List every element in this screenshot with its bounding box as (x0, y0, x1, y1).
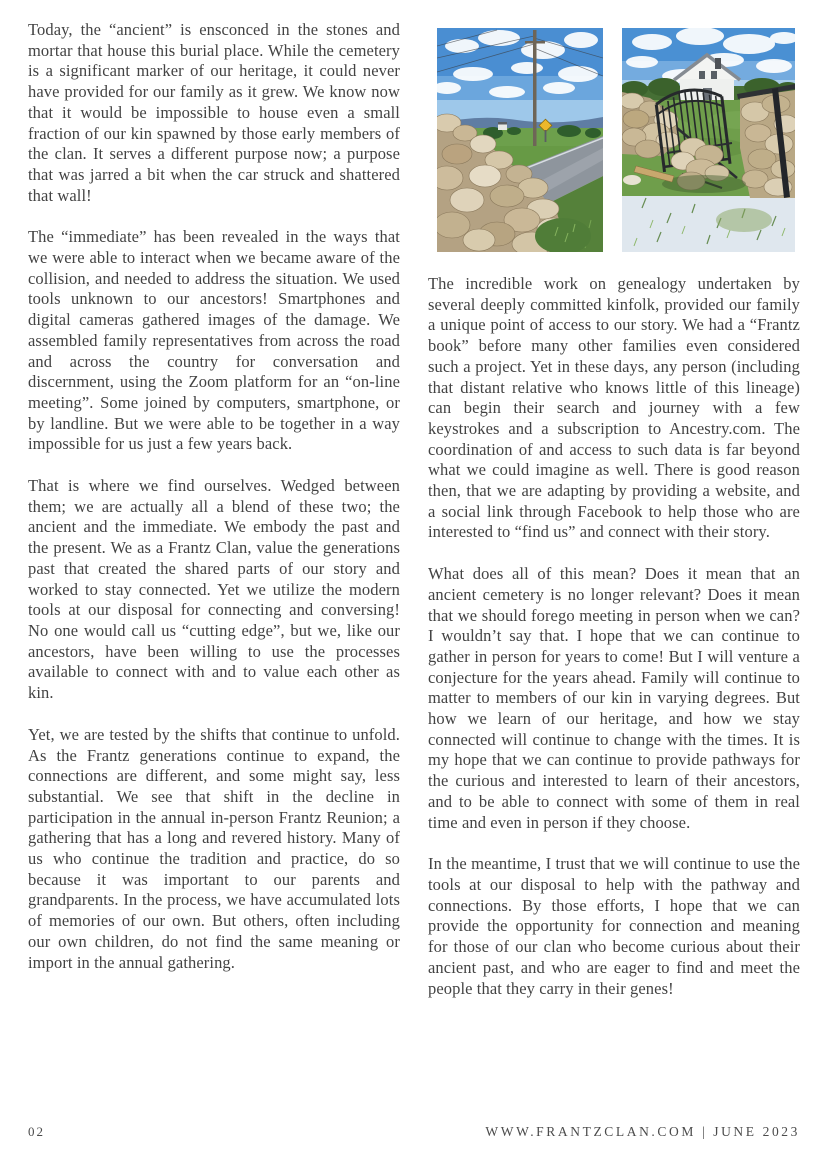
photo-damaged-wall-roadside (437, 28, 603, 252)
body-paragraph: Yet, we are tested by the shifts that continue to unfold. As the Frantz generations continue to expand, the connections are different, and some might say, less substantial. We see that shift in the decline in participation in the annual in-person Frantz Reunion; a gathering that has a long and revered history. Many of us who continue the tradition and practice, do so because it was important to our parents and grandparents. In the process, we have accumulated lots of memories of our own. But others, often including our own children, do not find the same meaning or import in the annual gathering. (28, 724, 400, 972)
body-paragraph: In the meantime, I trust that we will continue to use the tools at our disposal to help with the pathway and connections. By those efforts, I hope that we can provide the opportunity for connection and meaning for those of our clan who become curious about their ancient past, and who are eager to find and meet the people that they carry in their genes! (428, 854, 800, 998)
photo-row (437, 28, 800, 252)
page-number: 02 (28, 1124, 45, 1139)
footer-site-date: WWW.FRANTZCLAN.COM | JUNE 2023 (485, 1124, 800, 1139)
left-column (28, 20, 400, 994)
body-paragraph: That is where we find ourselves. Wedged between them; we are actually all a blend of these two; the ancient and the immediate. We embody the past and the present. We as a Frantz Clan, value the generations past that created the shared parts of our story and worked to stay connected. Yet we utilize the modern tools at our disposal for connecting and conversing! No one would call us “cutting edge”, but we, like our ancestors, have been willing to use the processes available to connect with and to value each other as kin. (28, 476, 400, 703)
photo-fallen-iron-gate (622, 28, 795, 252)
body-paragraph: Today, the “ancient” is ensconced in the stones and mortar that house this burial place. While the cemetery is a significant marker of our heritage, it could never have provided for our family as it grew. We know now that it would be impossible to house even a small fraction of our kin spawned by those early members of the clan. It serves a different purpose now; a purpose that was jarred a bit when the car struck and shattered that wall! (28, 20, 400, 205)
body-paragraph: The incredible work on genealogy undertaken by several deeply committed kinfolk, provided our family a unique point of access to our story. We had a “Frantz book” before many other families even considered such a project. Yet in these days, any person (including that distant relative who knows little of this lineage) can begin their search and journey with a few keystrokes and a subscription to Ancestry.com. The coordination of and access to such data is far beyond what we could imagine as well. There is good reason then, that we are adapting by providing a website, and a social link through Facebook to help those who are interested to “find us” and connect with their story. (428, 274, 800, 542)
page-footer (28, 1124, 800, 1140)
body-paragraph: The “immediate” has been revealed in the ways that we were able to interact when we became aware of the collision, and needed to address the situation. We used tools unknown to our ancestors! Smartphones and digital cameras gathered images of the damage. We assembled family representatives from across the road and across the country for conversation and discernment, using the Zoom platform for an “on-line meeting”. Some joined by computers, smartphone, or by landline. But we were able to be together in a way impossible for us just a few years back. (28, 227, 400, 454)
body-paragraph: What does all of this mean? Does it mean that an ancient cemetery is no longer relevant? Does it mean that we should forego meeting in person when we can? I wouldn’t say that. I hope that we can continue to gather in person for years to come! But I will venture a conjecture for the years ahead. Family will continue to matter to members of our kin in varying degrees. But how we learn of our heritage, and how we stay connected will continue to change with the times. It is my hope that we can continue to provide pathways for the curious and interested to learn of their ancestors, and to be able to connect with some of them in real time and even in person if they choose. (428, 564, 800, 832)
right-column (428, 20, 800, 1020)
